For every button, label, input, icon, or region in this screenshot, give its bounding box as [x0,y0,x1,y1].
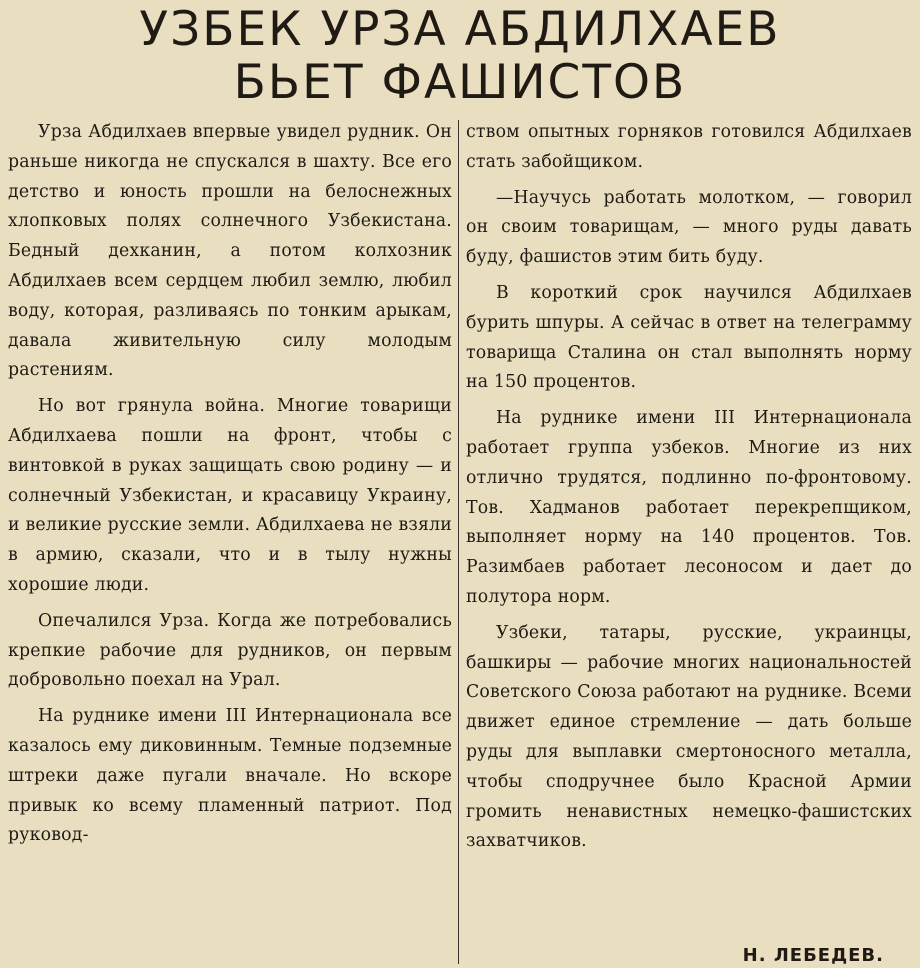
article-headline [0,0,920,109]
left-column [8,118,452,857]
author-signature: Н. ЛЕБЕДЕВ. [742,945,884,966]
paragraph: На руднике имени III Интернационала работает группа узбеков. Многие из них отлично трудятся, подлинно по-фронтовому. Тов. Хадманов работает перекрепщиком, выполняет норму на 140 процентов. Тов. Разимбаев работает лесоносом и дает до полутора норм. [466,408,912,607]
paragraph: —Научусь работать молотком, — говорил он своим товарищам, — много руды давать буду, фашистов этим бить буду. [466,187,912,268]
headline-line-2: БЬЕТ ФАШИСТОВ [233,55,687,110]
paragraph-continuation: ством опытных горняков готовился Абдилхаев стать забойщиком. [466,122,912,172]
paragraph: Но вот грянула война. Многие товарищи Абдилхаева пошли на фронт, чтобы с винтовкой в руках защищать свою родину — и солнечный Узбекистан, и красавицу Украину, и великие русские земли. Абдилхаева не взяли в армию, сказали, что и в тылу нужны хорошие люди. [8,396,452,595]
paragraph: На руднике имени III Интернационала все казалось ему диковинным. Темные подземные штреки даже пугали вначале. Но вскоре привык ко всему пламенный патриот. Под руковод- [8,706,452,846]
article-body [0,118,920,968]
paragraph: Узбеки, татары, русские, украинцы, башкиры — рабочие многих национальностей Советского Союза работают на руднике. Всеми движет единое стремление — дать больше руды для выплавки смертоносного металла, чтобы сподручнее было Красной Армии громить ненавистных немецко-фашистских захватчиков. [466,622,912,852]
paragraph: В короткий срок научился Абдилхаев бурить шпуры. А сейчас в ответ на телеграмму товарища Сталина он стал выполнять норму на 150 процентов. [466,282,912,393]
paragraph: Урза Абдилхаев впервые увидел рудник. Он раньше никогда не спускался в шахту. Все его детство и юность прошли на белоснежных хлопковых полях солнечного Узбекистана. Бедный дехканин, а потом колхозник Абдилхаев всем сердцем любил землю, любил воду, которая, разливаясь по тонким арыкам, давала живительную силу молодым растениям. [8,122,452,381]
headline-line-1: УЗБЕК УРЗА АБДИЛХАЕВ [139,2,781,57]
column-divider [458,120,459,964]
paragraph: Опечалился Урза. Когда же потребовались крепкие рабочие для рудников, он первым добровольно поехал на Урал. [8,610,452,691]
right-column [466,118,912,863]
